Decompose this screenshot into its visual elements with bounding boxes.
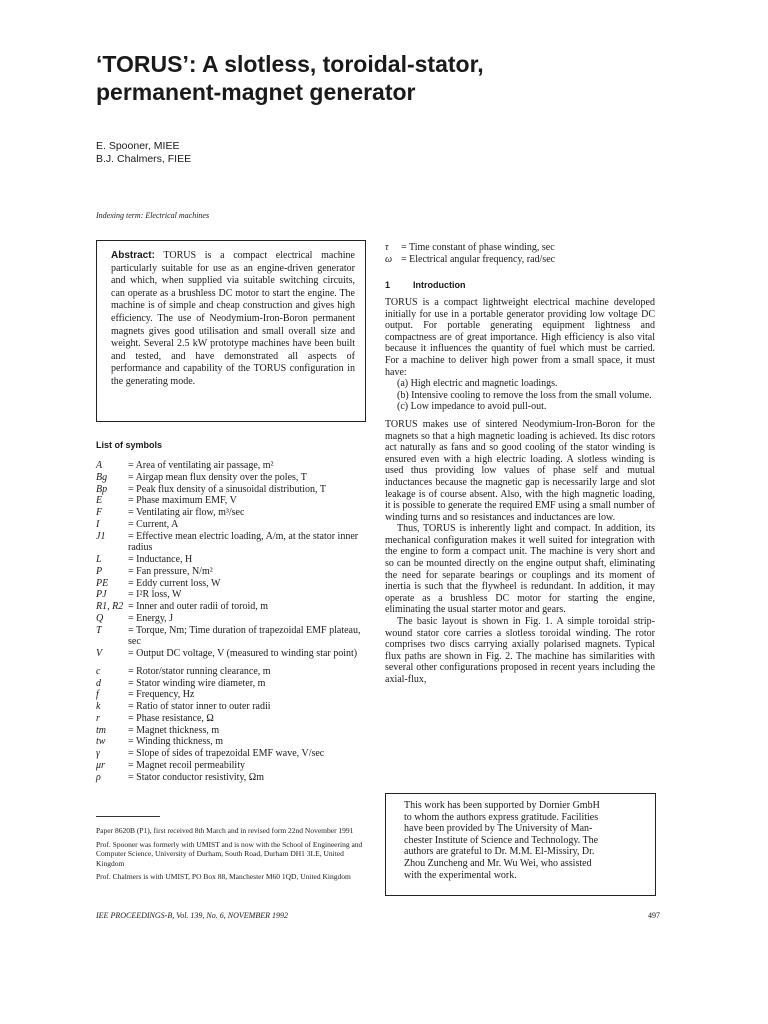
symbol: T	[96, 624, 102, 636]
symbol-definition: = Airgap mean flux density over the poles, T	[128, 471, 307, 483]
symbol-definition: = Area of ventilating air passage, m²	[128, 460, 274, 471]
ack-line: This work has been supported by Dornier GmbH	[404, 800, 600, 811]
symbol: d	[96, 677, 101, 689]
symbol-row	[385, 242, 555, 254]
introduction-body	[385, 297, 655, 686]
symbol-row	[96, 507, 372, 519]
symbol-definition: = Output DC voltage, V (measured to winding star point)	[128, 648, 358, 659]
symbol-definition: = Stator winding wire diameter, m	[128, 677, 266, 689]
symbol-definition: = Rotor/stator running clearance, m	[128, 665, 271, 677]
symbol-definition: = Eddy current loss, W	[128, 577, 221, 589]
acknowledgement-box	[385, 793, 656, 896]
footnote-received: Paper 8620B (P1), first received 8th March and in revised form 22nd November 1991	[96, 826, 354, 835]
intro-item-b: (b) Intensive cooling to remove the loss from the small volume.	[397, 389, 652, 401]
symbol: F	[96, 507, 103, 518]
symbol-row	[385, 254, 555, 266]
symbol-row	[96, 613, 372, 625]
symbol: tw	[96, 736, 106, 748]
paper-title	[96, 50, 716, 106]
symbol-definition: = Energy, J	[128, 612, 174, 624]
symbol-list-continued	[385, 242, 555, 265]
footnotes	[96, 826, 372, 886]
symbol: V	[96, 648, 103, 659]
symbol-definition: = Frequency, Hz	[128, 689, 195, 701]
symbol-row	[96, 484, 372, 496]
symbol-row	[96, 713, 372, 725]
intro-paragraph-2: TORUS makes use of sintered Neodymium-Iron-Boron for the magnets so that a high magnetic loading is achieved. Its disc rotors act naturally as fans and so good cooling of the stator winding is ensured even with a high electric loading. A slotless winding is used thus providing low values of phase self and mutual inductances because the magnetic gap is necessarily large and slot leakage is of course absent. Also, with the high magnetic loading, it is possible to generate the required EMF using a small number of winding turns and so resistances and inductances are low.	[385, 418, 655, 523]
ack-line: to whom the authors express gratitude. Facilities	[404, 811, 599, 823]
symbol: τ	[385, 242, 389, 253]
symbol-row	[96, 736, 372, 748]
title-line-1: ‘TORUS’: A slotless, toroidal-stator,	[96, 51, 484, 77]
symbol: f	[96, 689, 99, 701]
symbol: c	[96, 665, 101, 677]
symbol: A	[96, 460, 103, 471]
symbol-definition: = Magnet recoil permeability	[128, 759, 245, 771]
symbol-row	[96, 519, 372, 531]
journal-reference: IEE PROCEEDINGS-B, Vol. 139, No. 6, NOVEMBER 1992	[96, 911, 288, 920]
symbol-definition: = Inductance, H	[128, 554, 193, 565]
author-1: E. Spooner, MIEE	[96, 140, 180, 152]
symbol-definition: = Stator conductor resistivity, Ωm	[128, 771, 265, 783]
symbol-definition: = Phase resistance, Ω	[128, 712, 214, 724]
symbol: ρ	[96, 771, 101, 783]
symbol-row	[96, 725, 372, 737]
symbol-row	[96, 701, 372, 713]
symbol: Bg	[96, 471, 108, 483]
symbol: E	[96, 495, 103, 507]
symbol-row	[96, 460, 372, 472]
symbol-row	[96, 472, 372, 484]
footnote-rule	[96, 816, 160, 817]
symbol: r	[96, 712, 100, 724]
intro-item-c: (c) Low impedance to avoid pull-out.	[397, 401, 547, 413]
ack-line: chester Institute of Science and Technology. The	[404, 834, 599, 846]
symbol-row	[96, 601, 372, 613]
ack-line: Zhou Zuncheng and Mr. Wu Wei, who assisted	[404, 857, 592, 869]
intro-paragraph-3: Thus, TORUS is inherently light and compact. In addition, its mechanical configuration makes it well suited for integration with the engine to form a compact unit. The machine is very short and so can be mounted directly on the engine output shaft, eliminating the need for separate bearings or couplings and its moment of inertia is such that the flywheel is redundant. In addition, it may operate as a brushless DC motor for starting the engine, eliminating the usual starter motor and gears.	[385, 523, 655, 616]
section-heading	[385, 280, 466, 290]
symbol-row	[96, 748, 372, 760]
footnote-chalmers: Prof. Chalmers is with UMIST, PO Box 88, Manchester M60 1QD, United Kingdom	[96, 872, 351, 881]
intro-item-a: (a) High electric and magnetic loadings.	[397, 378, 558, 390]
symbol: P	[96, 565, 103, 577]
section-number: 1	[385, 280, 391, 290]
symbol: R1, R2	[96, 601, 124, 612]
symbol-definition: = Torque, Nm; Time duration of trapezoidal EMF plateau, sec	[128, 624, 361, 648]
symbol-definition: = Electrical angular frequency, rad/sec	[401, 253, 556, 265]
symbol-row	[96, 648, 372, 660]
symbol-row	[96, 589, 372, 601]
symbol-definition: = Peak flux density of a sinusoidal distribution, T	[128, 483, 326, 495]
symbol-definition: = I²R loss, W	[128, 589, 182, 601]
symbol: Q	[96, 612, 104, 624]
title-line-2: permanent-magnet generator	[96, 79, 416, 105]
symbol-definition: = Inner and outer radii of toroid, m	[128, 601, 269, 612]
symbol-row	[96, 678, 372, 690]
symbol-definition: = Current, A	[128, 518, 179, 530]
symbol-row	[96, 554, 372, 566]
symbol-row	[96, 760, 372, 772]
symbol: tm	[96, 724, 106, 736]
symbol-definition: = Magnet thickness, m	[128, 724, 220, 736]
symbols-heading: List of symbols	[96, 440, 163, 450]
indexing-term: Indexing term: Electrical machines	[96, 211, 210, 220]
abstract-text: TORUS is a compact electrical machine particularly suitable for use as an engine-driven generator and which, when supplied via suitable switching circuits, can operate as a brushless DC motor to start the engine. The machine is of simple and cheap construction and gives high efficiency. The use of Neodymium-Iron-Boron permanent magnets gives good utilisation and small overall size and weight. Several 2.5 kW prototype machines have been built and tested, and have demonstrated all aspects of performance and capability of the TORUS configuration in the generating mode.	[111, 250, 355, 387]
symbol-row	[96, 625, 372, 649]
symbol: J1	[96, 530, 106, 542]
symbol-row	[96, 531, 372, 555]
page-number: 497	[648, 911, 660, 920]
abstract-label: Abstract:	[111, 250, 155, 261]
section-title: Introduction	[413, 280, 466, 290]
symbol-definition: = Winding thickness, m	[128, 736, 224, 748]
symbol-definition: = Fan pressure, N/m²	[128, 565, 213, 577]
symbol-definition: = Ventilating air flow, m³/sec	[128, 507, 245, 518]
symbol: μr	[96, 759, 105, 771]
symbol: I	[96, 518, 100, 530]
symbol-row	[96, 578, 372, 590]
symbol: PE	[96, 577, 109, 589]
symbol-definition: = Effective mean electric loading, A/m, at the stator inner radius	[128, 530, 359, 554]
symbol-definition: = Slope of sides of trapezoidal EMF wave, V/sec	[128, 748, 325, 759]
abstract-box	[96, 240, 366, 422]
symbol-row	[96, 772, 372, 784]
intro-paragraph-4: The basic layout is shown in Fig. 1. A simple toroidal strip-wound stator core carries a slotless toroidal winding. The rotor comprises two discs carrying axially polarised magnets. Typical flux paths are shown in Fig. 2. The machine has similarities with several other configurations proposed in recent years including the axial-flux,	[385, 616, 655, 685]
author-2: B.J. Chalmers, FIEE	[96, 153, 192, 165]
symbol-definition: = Phase maximum EMF, V	[128, 495, 237, 507]
symbol-row	[96, 666, 372, 678]
ack-line: authors are grateful to Dr. M.M. El-Missiry, Dr.	[404, 846, 595, 858]
symbol: k	[96, 701, 101, 712]
intro-paragraph-1: TORUS is a compact lightweight electrical machine developed initially for use in a portable generator providing low voltage DC output. For portable generating equipment lightness and compactness are of great importance. High efficiency is also vital because it influences the quantity of fuel which must be carried. For a machine to deliver high power from a small space, it must have:	[385, 297, 655, 378]
symbol: Bp	[96, 483, 108, 495]
symbol: L	[96, 554, 102, 565]
author-list	[96, 140, 191, 166]
ack-line: with the experimental work.	[404, 869, 517, 881]
symbol: ω	[385, 253, 393, 265]
symbol: γ	[96, 748, 100, 759]
symbol-row	[96, 495, 372, 507]
symbol-list	[96, 460, 372, 783]
ack-line: have been provided by The University of Man-	[404, 823, 593, 835]
symbol-row	[96, 566, 372, 578]
symbol: PJ	[96, 589, 107, 601]
symbol-row	[96, 689, 372, 701]
footnote-spooner: Prof. Spooner was formerly with UMIST and is now with the School of Engineering and Computer Science, University of Durham, South Road, Durham DH1 3LE, United Kingdom	[96, 839, 363, 868]
symbol-definition: = Time constant of phase winding, sec	[401, 242, 555, 253]
symbol-definition: = Ratio of stator inner to outer radii	[128, 701, 271, 712]
